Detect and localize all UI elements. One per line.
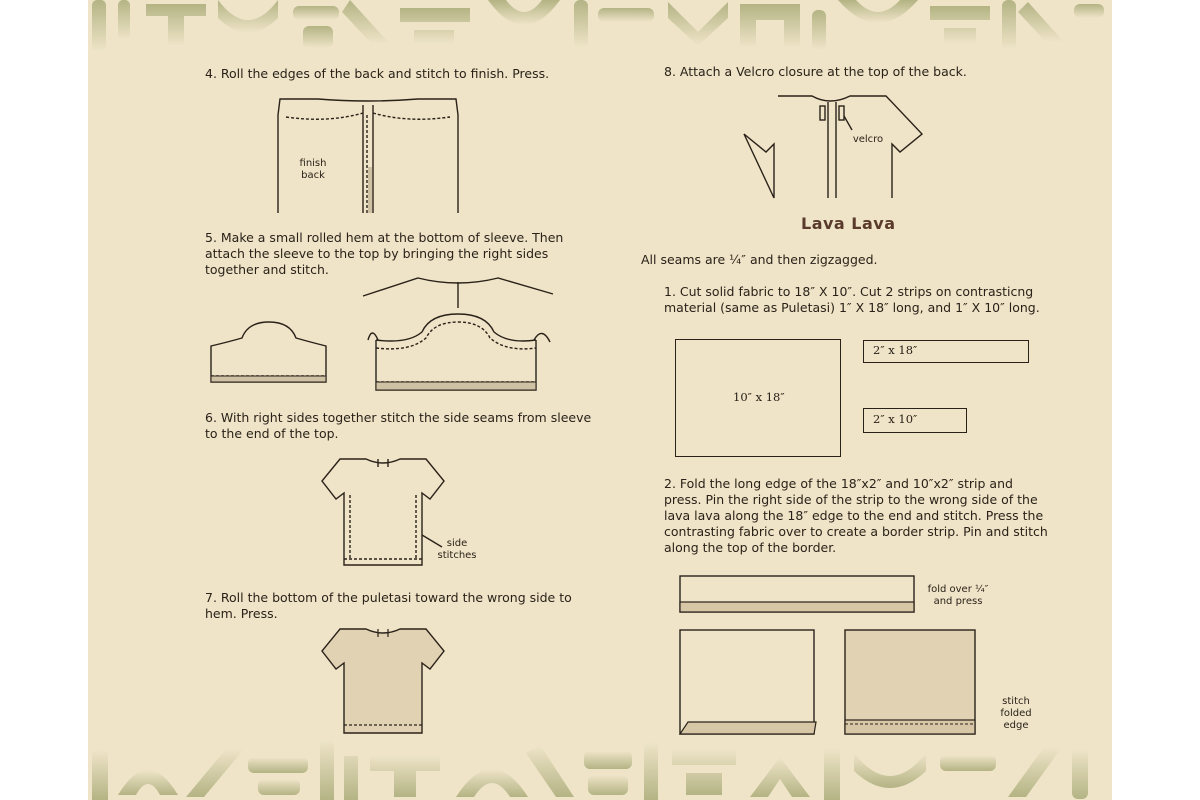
- side-stitches-label: side stitches: [437, 538, 477, 561]
- section-title: Lava Lava: [801, 214, 896, 233]
- long-strip-dimension: 2″ x 18″: [873, 343, 918, 357]
- velcro-label: velcro: [852, 134, 884, 145]
- main-fabric-dimension: 10″ x 18″: [733, 390, 785, 404]
- fold-strip-diagram: [678, 574, 918, 616]
- lava-step-2-text: 2. Fold the long edge of the 18″x2″ and 10″x2″ strip and press. Pin the right side of the strip to the wrong side of the lava lava along the 18″ edge to the end and stitch. Press the contrasting fabric over to create a border strip. Pin and stitch along the top of the border.: [664, 476, 1048, 555]
- stitched-border-diagram: [843, 628, 979, 738]
- pin-strip-diagram: [678, 628, 818, 738]
- short-strip-dimension: 2″ x 10″: [873, 412, 918, 426]
- instruction-page: [88, 0, 1112, 800]
- step-8-text: 8. Attach a Velcro closure at the top of the back.: [664, 64, 967, 79]
- step-6-text: 6. With right sides together stitch the side seams from sleeve to the end of the top.: [205, 410, 592, 441]
- step-4-text: 4. Roll the edges of the back and stitch to finish. Press.: [205, 66, 550, 81]
- lava-step-1-text: 1. Cut solid fabric to 18″ X 10″. Cut 2 strips on contrasticng material (same as Puletasi) 1″ X 18″ long, and 1″ X 10″ long.: [664, 284, 1040, 315]
- attach-sleeve-diagram: [358, 270, 558, 395]
- finish-back-diagram: [268, 95, 468, 215]
- velcro-diagram: [740, 90, 926, 200]
- sleeve-hem-diagram: [208, 318, 330, 388]
- step-7-text: 7. Roll the bottom of the puletasi toward the wrong side to hem. Press.: [205, 590, 572, 621]
- fold-over-label: fold over ¼″ and press: [927, 584, 989, 607]
- step-5-text: 5. Make a small rolled hem at the bottom of sleeve. Then attach the sleeve to the top by bringing the right sides together and stitch.: [205, 230, 564, 277]
- finish-back-label: finish back: [299, 158, 327, 181]
- section-intro: All seams are ¼″ and then zigzagged.: [641, 252, 878, 267]
- tapa-pattern-top: [88, 0, 1112, 60]
- hem-top-diagram: [318, 625, 448, 737]
- stitch-folded-edge-label: stitch folded edge: [1000, 696, 1032, 731]
- side-seams-diagram: [318, 455, 448, 570]
